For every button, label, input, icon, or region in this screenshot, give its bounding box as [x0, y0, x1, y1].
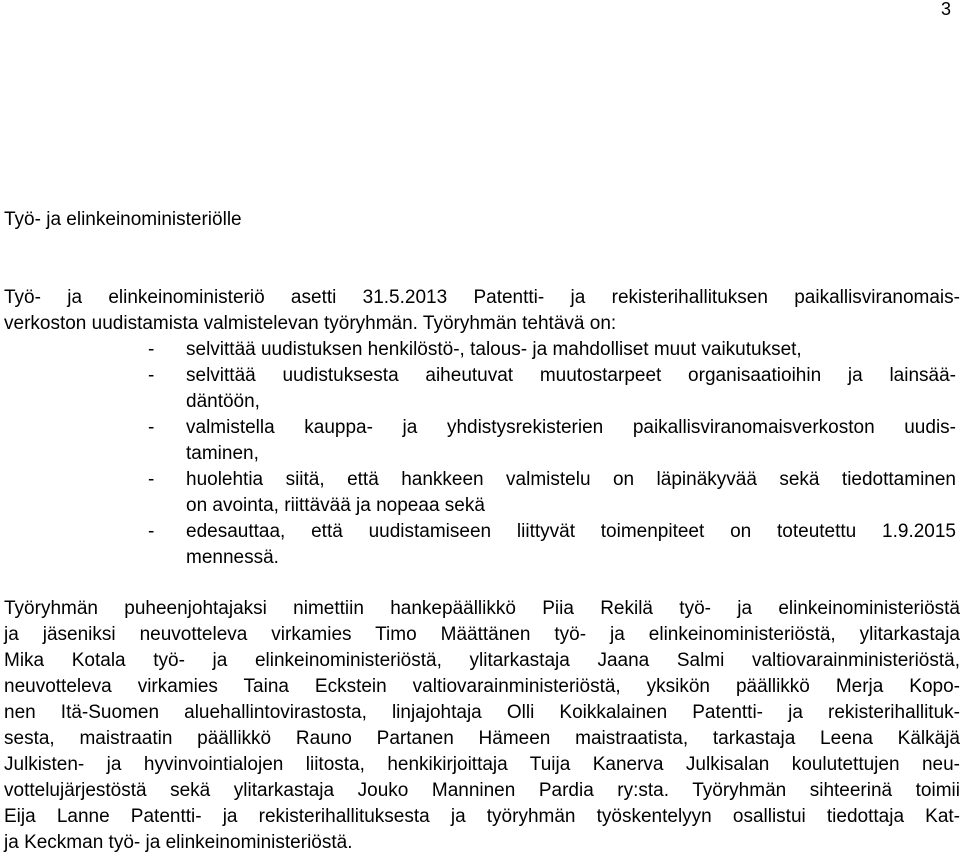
- task-text: huolehtia siitä, että hankkeen valmistelu on läpinäkyvää sekä tiedottaminen: [186, 469, 956, 490]
- intro-line-1: Työ- ja elinkeinoministeriö asetti 31.5.2013 Patentti- ja rekisterihallituksen paikallisviranomais-: [4, 287, 960, 308]
- task-dash: -: [148, 339, 155, 360]
- members-line: Työryhmän puheenjohtajaksi nimettiin hankepäällikkö Piia Rekilä työ- ja elinkeinoministeriöstä: [4, 598, 960, 619]
- members-line: Eija Lanne Patentti- ja rekisterihallituksesta ja työryhmän työskentelyyn osallistui tiedottaja Kat-: [4, 806, 960, 827]
- addressee: Työ- ja elinkeinoministeriölle: [4, 209, 242, 230]
- task-dash: -: [148, 469, 155, 490]
- task-dash: -: [148, 417, 155, 438]
- members-line: ja jäseniksi neuvotteleva virkamies Timo Määttänen työ- ja elinkeinoministeriöstä, ylitarkastaja: [4, 624, 960, 645]
- task-text: selvittää uudistuksen henkilöstö-, talous- ja mahdolliset muut vaikutukset,: [186, 339, 802, 360]
- members-line: nen Itä-Suomen aluehallintovirastosta, linjajohtaja Olli Koikkalainen Patentti- ja rekisterihallituk-: [4, 702, 960, 723]
- task-dash: -: [148, 521, 155, 542]
- task-text-continued: taminen,: [186, 443, 259, 464]
- task-text: edesauttaa, että uudistamiseen liittyvät toimenpiteet on toteutettu 1.9.2015: [186, 521, 956, 542]
- members-line: Mika Kotala työ- ja elinkeinoministeriöstä, ylitarkastaja Jaana Salmi valtiovarainministeriöstä,: [4, 650, 960, 671]
- task-text: selvittää uudistuksesta aiheutuvat muutostarpeet organisaatioihin ja lainsää-: [186, 365, 956, 386]
- task-text-continued: däntöön,: [186, 391, 260, 412]
- task-dash: -: [148, 365, 155, 386]
- page-number: 3: [941, 0, 952, 19]
- task-text: valmistella kauppa- ja yhdistysrekisterien paikallisviranomaisverkoston uudis-: [186, 417, 956, 438]
- members-line: Julkisten- ja hyvinvointialojen liitosta, henkikirjoittaja Tuija Kanerva Julkisalan koulutettujen neu-: [4, 754, 960, 775]
- members-line: sesta, maistraatin päällikkö Rauno Partanen Hämeen maistraatista, tarkastaja Leena Kälkäjä: [4, 728, 960, 749]
- intro-line-2: verkoston uudistamista valmistelevan työryhmän. Työryhmän tehtävä on:: [4, 313, 617, 334]
- task-text-continued: mennessä.: [186, 547, 279, 568]
- task-text-continued: on avointa, riittävää ja nopeaa sekä: [186, 495, 485, 516]
- members-line: neuvotteleva virkamies Taina Eckstein valtiovarainministeriöstä, yksikön päällikkö Merja Kopo-: [4, 676, 960, 697]
- members-line: ja Keckman työ- ja elinkeinoministeriöstä.: [4, 832, 353, 853]
- members-line: vottelujärjestöstä sekä ylitarkastaja Jouko Manninen Pardia ry:sta. Työryhmän sihteerinä toimii: [4, 780, 960, 801]
